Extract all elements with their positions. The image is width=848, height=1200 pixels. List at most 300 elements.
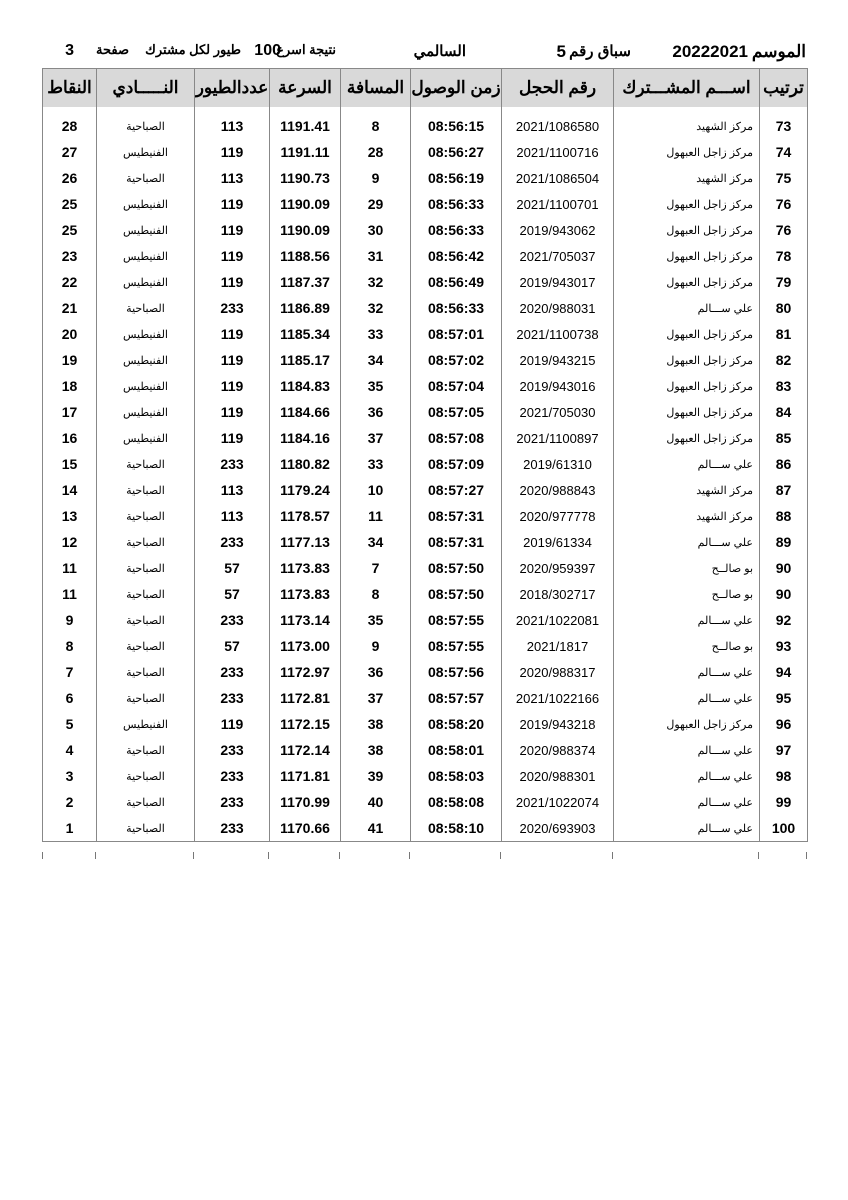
participant-name-cell: مركز الشهيد <box>614 503 760 529</box>
table-row <box>43 139 808 165</box>
club-cell: الصباحية <box>97 789 195 815</box>
distance-cell: 35 <box>341 607 411 633</box>
ring-number-cell: 2020/959397 <box>502 555 614 581</box>
club-cell: الفنيطيس <box>97 399 195 425</box>
rank-cell: 79 <box>760 269 808 295</box>
participant-name-cell: مركز زاجل العبهول <box>614 347 760 373</box>
arrival-time-cell: 08:57:09 <box>411 451 502 477</box>
speed-cell: 1191.11 <box>270 139 341 165</box>
bird-count-cell: 119 <box>195 425 270 451</box>
arrival-time-cell: 08:57:08 <box>411 425 502 451</box>
club-cell: الفنيطيس <box>97 347 195 373</box>
arrival-time-cell: 08:56:33 <box>411 295 502 321</box>
ring-number-cell: 2021/705037 <box>502 243 614 269</box>
ring-number-cell: 2021/1100897 <box>502 425 614 451</box>
table-row <box>43 529 808 555</box>
points-cell: 21 <box>43 295 97 321</box>
points-cell: 15 <box>43 451 97 477</box>
bird-count-cell: 233 <box>195 607 270 633</box>
speed-cell: 1188.56 <box>270 243 341 269</box>
points-cell: 25 <box>43 191 97 217</box>
rank-cell: 93 <box>760 633 808 659</box>
points-cell: 5 <box>43 711 97 737</box>
result-label: نتيجة اسرع <box>276 42 336 57</box>
ring-number-cell: 2019/61310 <box>502 451 614 477</box>
arrival-time-cell: 08:57:01 <box>411 321 502 347</box>
club-cell: الصباحية <box>97 503 195 529</box>
ring-number-cell: 2019/943218 <box>502 711 614 737</box>
speed-cell: 1179.24 <box>270 477 341 503</box>
speed-cell: 1187.37 <box>270 269 341 295</box>
per-participant-label: طيور لكل مشترك <box>145 42 241 57</box>
bird-count-cell: 57 <box>195 555 270 581</box>
participant-name-cell: علي ســـالم <box>614 295 760 321</box>
column-header-ring-number: رقم الحجل <box>502 69 614 108</box>
club-cell: الصباحية <box>97 451 195 477</box>
speed-cell: 1184.83 <box>270 373 341 399</box>
arrival-time-cell: 08:57:27 <box>411 477 502 503</box>
participant-name-cell: علي ســـالم <box>614 659 760 685</box>
distance-cell: 34 <box>341 529 411 555</box>
bird-count-cell: 113 <box>195 477 270 503</box>
distance-cell: 32 <box>341 295 411 321</box>
distance-cell: 33 <box>341 451 411 477</box>
speed-cell: 1185.34 <box>270 321 341 347</box>
speed-cell: 1184.16 <box>270 425 341 451</box>
points-cell: 11 <box>43 581 97 607</box>
points-cell: 23 <box>43 243 97 269</box>
club-cell: الصباحية <box>97 659 195 685</box>
bird-count-cell: 233 <box>195 659 270 685</box>
speed-cell: 1180.82 <box>270 451 341 477</box>
table-row <box>43 581 808 607</box>
points-cell: 20 <box>43 321 97 347</box>
report-header <box>42 42 806 66</box>
results-table <box>42 68 808 842</box>
ring-number-cell: 2020/988843 <box>502 477 614 503</box>
bird-count-cell: 57 <box>195 633 270 659</box>
points-cell: 2 <box>43 789 97 815</box>
season-value: 20222021 <box>672 42 748 61</box>
table-row <box>43 607 808 633</box>
participant-name-cell: مركز زاجل العبهول <box>614 399 760 425</box>
club-cell: الصباحية <box>97 815 195 842</box>
points-cell: 16 <box>43 425 97 451</box>
participant-name-cell: مركز الشهيد <box>614 113 760 139</box>
club-cell: الصباحية <box>97 633 195 659</box>
points-cell: 4 <box>43 737 97 763</box>
club-cell: الصباحية <box>97 529 195 555</box>
table-row <box>43 685 808 711</box>
points-cell: 26 <box>43 165 97 191</box>
participant-name-cell: علي ســـالم <box>614 763 760 789</box>
club-cell: الصباحية <box>97 477 195 503</box>
points-cell: 9 <box>43 607 97 633</box>
arrival-time-cell: 08:56:27 <box>411 139 502 165</box>
rank-cell: 90 <box>760 581 808 607</box>
participant-name-cell: بو صالــح <box>614 555 760 581</box>
club-cell: الفنيطيس <box>97 243 195 269</box>
points-cell: 17 <box>43 399 97 425</box>
rank-cell: 74 <box>760 139 808 165</box>
participant-name-cell: مركز زاجل العبهول <box>614 217 760 243</box>
bird-count-cell: 119 <box>195 347 270 373</box>
points-cell: 19 <box>43 347 97 373</box>
page-number: 3 <box>65 42 74 59</box>
points-cell: 8 <box>43 633 97 659</box>
distance-cell: 38 <box>341 711 411 737</box>
speed-cell: 1191.41 <box>270 113 341 139</box>
speed-cell: 1172.14 <box>270 737 341 763</box>
distance-cell: 38 <box>341 737 411 763</box>
table-row <box>43 217 808 243</box>
distance-cell: 37 <box>341 425 411 451</box>
arrival-time-cell: 08:56:33 <box>411 191 502 217</box>
rank-cell: 97 <box>760 737 808 763</box>
speed-cell: 1186.89 <box>270 295 341 321</box>
bird-count-cell: 233 <box>195 685 270 711</box>
participant-name-cell: مركز زاجل العبهول <box>614 373 760 399</box>
distance-cell: 35 <box>341 373 411 399</box>
arrival-time-cell: 08:58:10 <box>411 815 502 842</box>
club-cell: الصباحية <box>97 555 195 581</box>
rank-cell: 76 <box>760 191 808 217</box>
bird-count-cell: 233 <box>195 789 270 815</box>
distance-cell: 9 <box>341 165 411 191</box>
arrival-time-cell: 08:57:56 <box>411 659 502 685</box>
column-header-bird-count: عددالطيور <box>195 69 270 108</box>
column-header-rank: ترتيب <box>760 69 808 108</box>
bird-count-cell: 113 <box>195 165 270 191</box>
ring-number-cell: 2019/943017 <box>502 269 614 295</box>
distance-cell: 37 <box>341 685 411 711</box>
rank-cell: 99 <box>760 789 808 815</box>
column-header-participant-name: اســـم المشـــترك <box>614 69 760 108</box>
club-cell: الفنيطيس <box>97 139 195 165</box>
bird-count-cell: 233 <box>195 529 270 555</box>
speed-cell: 1185.17 <box>270 347 341 373</box>
bird-count-cell: 113 <box>195 113 270 139</box>
ring-number-cell: 2020/693903 <box>502 815 614 842</box>
bird-count-cell: 233 <box>195 295 270 321</box>
speed-cell: 1170.66 <box>270 815 341 842</box>
speed-cell: 1190.73 <box>270 165 341 191</box>
table-row <box>43 399 808 425</box>
bird-count-cell: 119 <box>195 321 270 347</box>
bird-count-cell: 119 <box>195 243 270 269</box>
rank-cell: 100 <box>760 815 808 842</box>
table-row <box>43 451 808 477</box>
ring-number-cell: 2021/1086580 <box>502 113 614 139</box>
points-cell: 12 <box>43 529 97 555</box>
table-row <box>43 347 808 373</box>
club-cell: الفنيطيس <box>97 269 195 295</box>
table-row <box>43 633 808 659</box>
season-label: الموسم <box>751 42 806 61</box>
rank-cell: 87 <box>760 477 808 503</box>
rank-cell: 80 <box>760 295 808 321</box>
ring-number-cell: 2019/943215 <box>502 347 614 373</box>
table-row <box>43 711 808 737</box>
ring-number-cell: 2021/1022081 <box>502 607 614 633</box>
points-cell: 11 <box>43 555 97 581</box>
table-row <box>43 477 808 503</box>
rank-cell: 73 <box>760 113 808 139</box>
distance-cell: 28 <box>341 139 411 165</box>
arrival-time-cell: 08:58:03 <box>411 763 502 789</box>
rank-cell: 94 <box>760 659 808 685</box>
rank-cell: 95 <box>760 685 808 711</box>
points-cell: 14 <box>43 477 97 503</box>
distance-cell: 41 <box>341 815 411 842</box>
arrival-time-cell: 08:56:49 <box>411 269 502 295</box>
ring-number-cell: 2020/988317 <box>502 659 614 685</box>
table-row <box>43 269 808 295</box>
table-row <box>43 191 808 217</box>
speed-cell: 1172.97 <box>270 659 341 685</box>
rank-cell: 90 <box>760 555 808 581</box>
participant-name-cell: مركز زاجل العبهول <box>614 269 760 295</box>
ring-number-cell: 2021/1817 <box>502 633 614 659</box>
table-row <box>43 555 808 581</box>
ring-number-cell: 2019/943016 <box>502 373 614 399</box>
rank-cell: 83 <box>760 373 808 399</box>
table-row <box>43 425 808 451</box>
bird-count-cell: 233 <box>195 737 270 763</box>
participant-name-cell: علي ســـالم <box>614 737 760 763</box>
rank-cell: 78 <box>760 243 808 269</box>
arrival-time-cell: 08:56:15 <box>411 113 502 139</box>
club-cell: الفنيطيس <box>97 711 195 737</box>
rank-cell: 84 <box>760 399 808 425</box>
column-header-distance: المسافة <box>341 69 411 108</box>
ring-number-cell: 2020/988374 <box>502 737 614 763</box>
race-label: سباق رقم <box>569 43 631 60</box>
club-cell: الصباحية <box>97 607 195 633</box>
points-cell: 27 <box>43 139 97 165</box>
column-header-speed: السرعة <box>270 69 341 108</box>
points-cell: 7 <box>43 659 97 685</box>
participant-name-cell: مركز زاجل العبهول <box>614 321 760 347</box>
participant-name-cell: مركز الشهيد <box>614 477 760 503</box>
speed-cell: 1173.14 <box>270 607 341 633</box>
bird-count-cell: 119 <box>195 191 270 217</box>
distance-cell: 7 <box>341 555 411 581</box>
speed-cell: 1171.81 <box>270 763 341 789</box>
arrival-time-cell: 08:58:08 <box>411 789 502 815</box>
participant-name-cell: علي ســـالم <box>614 815 760 842</box>
arrival-time-cell: 08:56:19 <box>411 165 502 191</box>
distance-cell: 34 <box>341 347 411 373</box>
rank-cell: 92 <box>760 607 808 633</box>
bird-count-cell: 119 <box>195 399 270 425</box>
distance-cell: 31 <box>341 243 411 269</box>
arrival-time-cell: 08:56:42 <box>411 243 502 269</box>
club-cell: الفنيطيس <box>97 321 195 347</box>
table-row <box>43 113 808 139</box>
points-cell: 6 <box>43 685 97 711</box>
club-cell: الصباحية <box>97 581 195 607</box>
speed-cell: 1177.13 <box>270 529 341 555</box>
participant-name-cell: علي ســـالم <box>614 789 760 815</box>
table-row <box>43 503 808 529</box>
points-cell: 1 <box>43 815 97 842</box>
arrival-time-cell: 08:57:55 <box>411 607 502 633</box>
speed-cell: 1190.09 <box>270 217 341 243</box>
arrival-time-cell: 08:57:50 <box>411 555 502 581</box>
bird-count-cell: 119 <box>195 373 270 399</box>
points-cell: 28 <box>43 113 97 139</box>
distance-cell: 32 <box>341 269 411 295</box>
ring-number-cell: 2018/302717 <box>502 581 614 607</box>
distance-cell: 8 <box>341 581 411 607</box>
ring-number-cell: 2020/988301 <box>502 763 614 789</box>
bird-count-cell: 233 <box>195 451 270 477</box>
distance-cell: 29 <box>341 191 411 217</box>
arrival-time-cell: 08:57:31 <box>411 503 502 529</box>
arrival-time-cell: 08:58:01 <box>411 737 502 763</box>
arrival-time-cell: 08:57:04 <box>411 373 502 399</box>
rank-cell: 82 <box>760 347 808 373</box>
participant-name-cell: علي ســـالم <box>614 451 760 477</box>
club-cell: الصباحية <box>97 685 195 711</box>
club-cell: الفنيطيس <box>97 373 195 399</box>
points-cell: 3 <box>43 763 97 789</box>
speed-cell: 1170.99 <box>270 789 341 815</box>
arrival-time-cell: 08:56:33 <box>411 217 502 243</box>
rank-cell: 96 <box>760 711 808 737</box>
distance-cell: 30 <box>341 217 411 243</box>
ring-number-cell: 2019/61334 <box>502 529 614 555</box>
speed-cell: 1173.00 <box>270 633 341 659</box>
participant-name-cell: مركز زاجل العبهول <box>614 139 760 165</box>
ring-number-cell: 2020/988031 <box>502 295 614 321</box>
club-cell: الفنيطيس <box>97 217 195 243</box>
table-row <box>43 815 808 842</box>
club-cell: الصباحية <box>97 763 195 789</box>
column-header-club: النـــــادي <box>97 69 195 108</box>
arrival-time-cell: 08:57:31 <box>411 529 502 555</box>
participant-name-cell: مركز زاجل العبهول <box>614 711 760 737</box>
participant-name-cell: علي ســـالم <box>614 529 760 555</box>
page-label: صفحة <box>96 42 129 57</box>
participant-name-cell: مركز زاجل العبهول <box>614 425 760 451</box>
rank-cell: 81 <box>760 321 808 347</box>
arrival-time-cell: 08:57:57 <box>411 685 502 711</box>
distance-cell: 11 <box>341 503 411 529</box>
rank-cell: 75 <box>760 165 808 191</box>
race-number: 5 <box>556 42 566 61</box>
speed-cell: 1184.66 <box>270 399 341 425</box>
club-cell: الفنيطيس <box>97 191 195 217</box>
distance-cell: 39 <box>341 763 411 789</box>
distance-cell: 9 <box>341 633 411 659</box>
ring-number-cell: 2021/1022074 <box>502 789 614 815</box>
arrival-time-cell: 08:57:55 <box>411 633 502 659</box>
table-row <box>43 763 808 789</box>
speed-cell: 1190.09 <box>270 191 341 217</box>
bird-count-cell: 119 <box>195 217 270 243</box>
page-footer-ticks <box>0 852 848 860</box>
table-row <box>43 737 808 763</box>
points-cell: 18 <box>43 373 97 399</box>
column-header-points: النقاط <box>43 69 97 108</box>
participant-name-cell: بو صالــح <box>614 581 760 607</box>
speed-cell: 1172.15 <box>270 711 341 737</box>
table-row <box>43 373 808 399</box>
bird-count-cell: 119 <box>195 139 270 165</box>
distance-cell: 36 <box>341 659 411 685</box>
distance-cell: 33 <box>341 321 411 347</box>
speed-cell: 1178.57 <box>270 503 341 529</box>
ring-number-cell: 2019/943062 <box>502 217 614 243</box>
rank-cell: 85 <box>760 425 808 451</box>
arrival-time-cell: 08:57:05 <box>411 399 502 425</box>
speed-cell: 1173.83 <box>270 581 341 607</box>
distance-cell: 40 <box>341 789 411 815</box>
rank-cell: 89 <box>760 529 808 555</box>
club-cell: الصباحية <box>97 113 195 139</box>
table-row <box>43 295 808 321</box>
bird-count: 100 <box>254 42 281 59</box>
participant-name-cell: مركز الشهيد <box>614 165 760 191</box>
ring-number-cell: 2021/1100716 <box>502 139 614 165</box>
column-header-arrival-time: زمن الوصول <box>411 69 502 108</box>
table-row <box>43 243 808 269</box>
ring-number-cell: 2021/705030 <box>502 399 614 425</box>
participant-name-cell: مركز زاجل العبهول <box>614 243 760 269</box>
arrival-time-cell: 08:57:50 <box>411 581 502 607</box>
location: السالمي <box>413 43 466 60</box>
rank-cell: 98 <box>760 763 808 789</box>
bird-count-cell: 233 <box>195 763 270 789</box>
ring-number-cell: 2021/1022166 <box>502 685 614 711</box>
arrival-time-cell: 08:58:20 <box>411 711 502 737</box>
club-cell: الفنيطيس <box>97 425 195 451</box>
bird-count-cell: 113 <box>195 503 270 529</box>
table-row <box>43 659 808 685</box>
participant-name-cell: علي ســـالم <box>614 685 760 711</box>
participant-name-cell: مركز زاجل العبهول <box>614 191 760 217</box>
table-row <box>43 789 808 815</box>
distance-cell: 10 <box>341 477 411 503</box>
rank-cell: 76 <box>760 217 808 243</box>
speed-cell: 1173.83 <box>270 555 341 581</box>
bird-count-cell: 57 <box>195 581 270 607</box>
bird-count-cell: 119 <box>195 269 270 295</box>
club-cell: الصباحية <box>97 737 195 763</box>
table-row <box>43 321 808 347</box>
distance-cell: 36 <box>341 399 411 425</box>
ring-number-cell: 2021/1100738 <box>502 321 614 347</box>
ring-number-cell: 2021/1100701 <box>502 191 614 217</box>
rank-cell: 86 <box>760 451 808 477</box>
points-cell: 25 <box>43 217 97 243</box>
club-cell: الصباحية <box>97 295 195 321</box>
distance-cell: 8 <box>341 113 411 139</box>
speed-cell: 1172.81 <box>270 685 341 711</box>
ring-number-cell: 2021/1086504 <box>502 165 614 191</box>
participant-name-cell: بو صالــح <box>614 633 760 659</box>
ring-number-cell: 2020/977778 <box>502 503 614 529</box>
table-row <box>43 165 808 191</box>
club-cell: الصباحية <box>97 165 195 191</box>
points-cell: 22 <box>43 269 97 295</box>
bird-count-cell: 119 <box>195 711 270 737</box>
participant-name-cell: علي ســـالم <box>614 607 760 633</box>
arrival-time-cell: 08:57:02 <box>411 347 502 373</box>
points-cell: 13 <box>43 503 97 529</box>
